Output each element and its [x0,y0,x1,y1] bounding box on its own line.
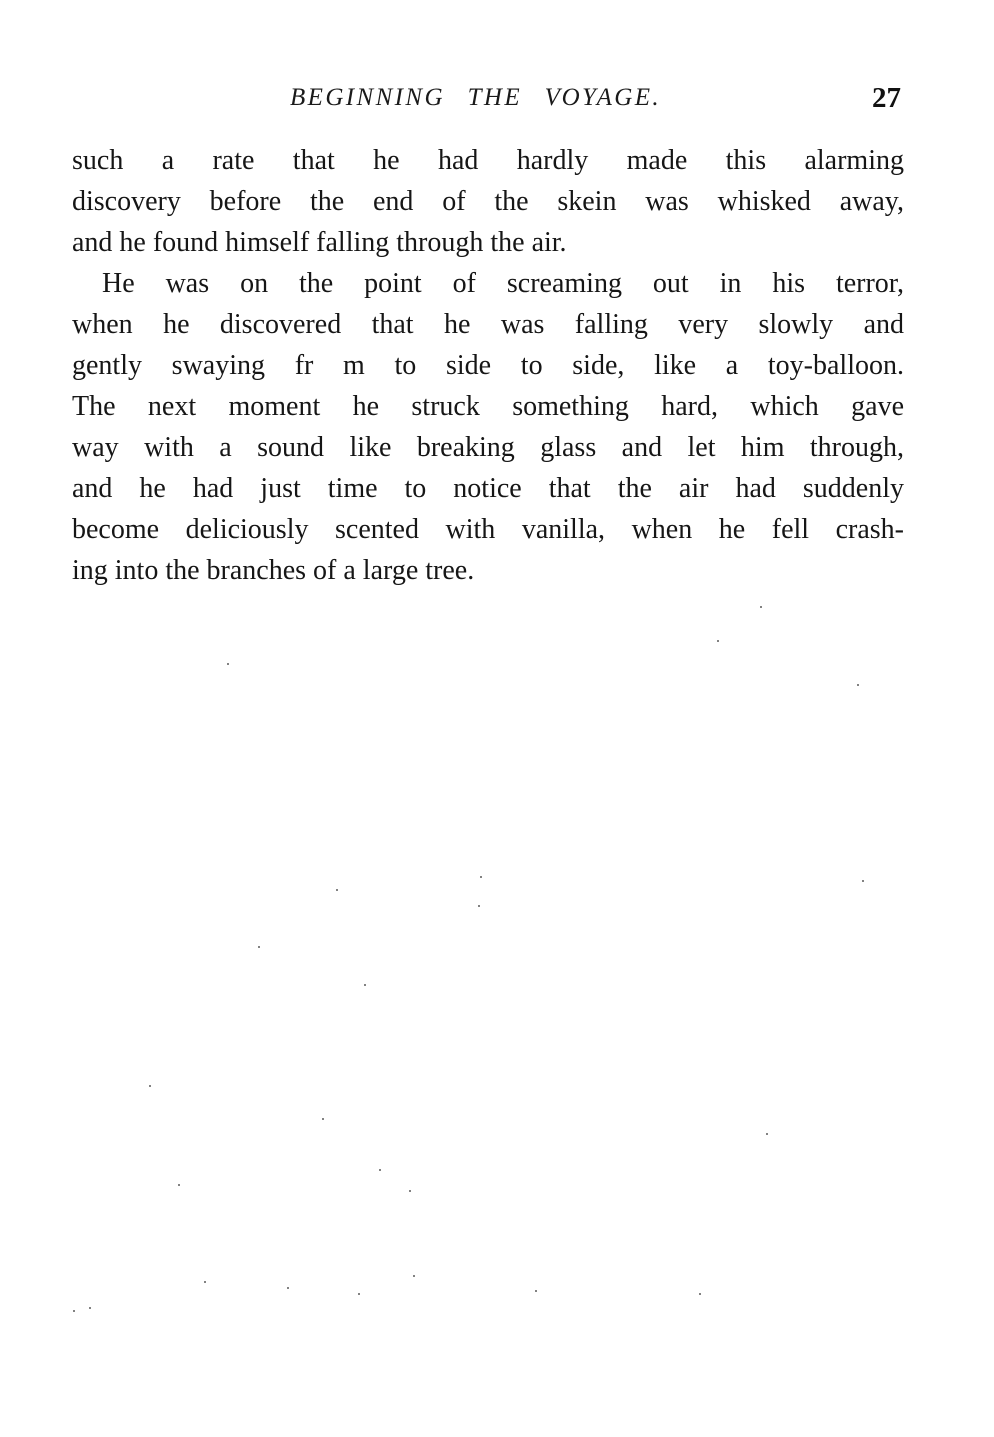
running-head: BEGINNING THE VOYAGE. [290,84,662,111]
scan-speck [760,606,762,608]
scan-speck [227,663,229,665]
text-line: way with a sound like breaking glass and let him through, [72,432,904,463]
body-text [72,140,904,591]
text-line: gently swaying fr m to side to side, like a toy-balloon. [72,350,904,381]
scan-speck [409,1190,411,1192]
scan-speck [336,889,338,891]
scan-speck [358,1293,360,1295]
text-line: when he discovered that he was falling very slowly and [72,309,904,340]
text-line: and he found himself falling through the air. [72,227,567,258]
scan-speck [149,1085,151,1087]
scan-speck [535,1290,537,1292]
scan-speck [204,1281,206,1283]
scan-speck [73,1310,75,1312]
scan-speck [717,640,719,642]
scan-speck [258,946,260,948]
scan-speck [379,1169,381,1171]
paragraph-2 [72,263,904,591]
scan-speck [857,684,859,686]
text-line: The next moment he struck something hard, which gave [72,391,904,422]
text-line: ing into the branches of a large tree. [72,555,475,586]
scan-speck [862,880,864,882]
text-line: He was on the point of screaming out in his terror, [102,268,904,299]
scan-speck [478,905,480,907]
scan-speck [480,876,482,878]
scan-speck [699,1293,701,1295]
text-line: such a rate that he had hardly made this alarming [72,145,904,176]
text-line: discovery before the end of the skein was whisked away, [72,186,904,217]
text-line: and he had just time to notice that the air had suddenly [72,473,904,504]
page-number: 27 [872,82,901,114]
scan-speck [364,984,366,986]
scan-speck [287,1287,289,1289]
text-line: become deliciously scented with vanilla, when he fell crash- [72,514,904,545]
scan-speck [178,1184,180,1186]
scan-speck [766,1133,768,1135]
paragraph-1 [72,140,904,263]
scan-speck [413,1275,415,1277]
scan-speck [322,1118,324,1120]
scan-speck [89,1307,91,1309]
